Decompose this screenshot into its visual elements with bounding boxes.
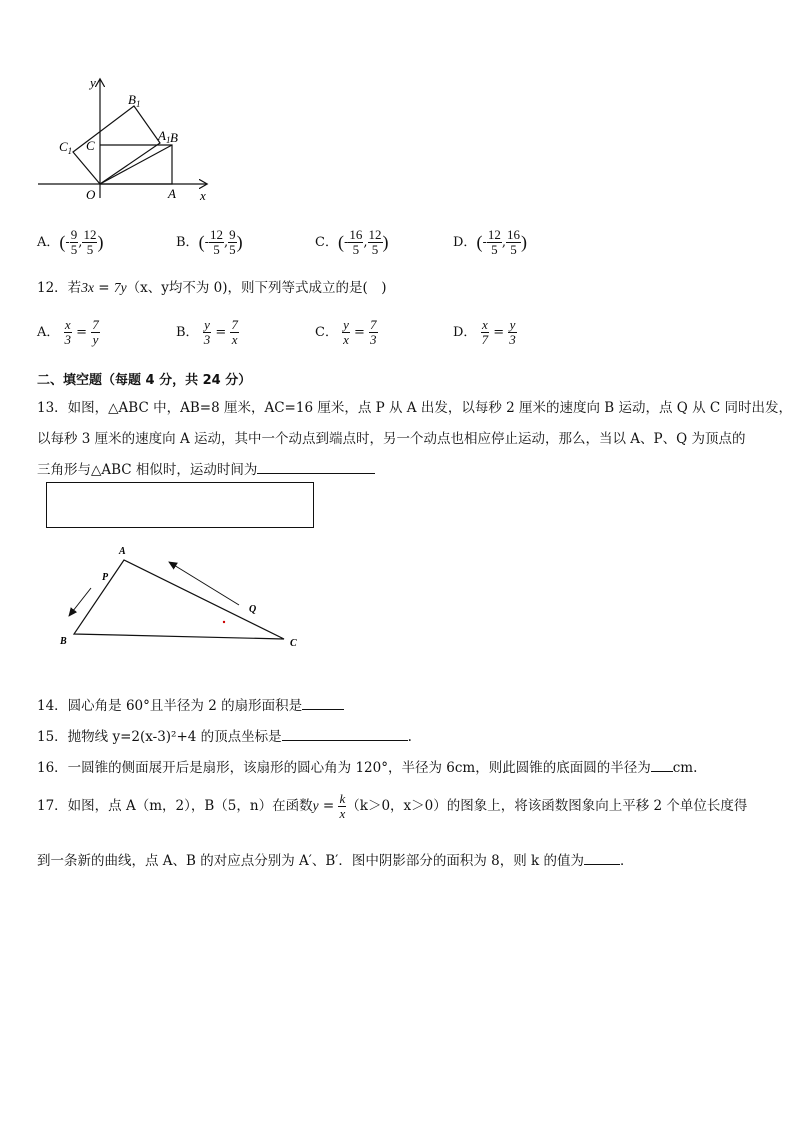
q11-option-d[interactable]: D．(- $\frac{12}{5}$ , $\frac{16}{5}$ ) [453,227,527,257]
q11-option-c[interactable]: C．(- $\frac{16}{5}$ , $\frac{12}{5}$ ) [315,227,389,257]
q12-option-c[interactable]: C． $\frac{y}{x}$ = $\frac{7}{3}$ [315,317,377,347]
arrow-p [69,588,91,616]
q12-option-d[interactable]: D． $\frac{x}{7}$ = $\frac{y}{3}$ [453,317,516,347]
triangle-figure [50,540,320,650]
label-c1: $C_1$ [59,139,73,156]
label-q: Q [249,604,257,615]
label-x: x [200,188,206,203]
arrow-q [169,562,239,605]
q13-line-1: 13．如图，△ABC 中，AB=8 厘米，AC=16 厘米，点 P 从 A 出发，以每秒 2 厘米的速度向 B 运动，点 Q 从 C 同时出发， [37,400,793,416]
label-c: C [86,138,95,153]
q17-line-1: 17．如图，点 A（m，2），B（5，n）在函数y = $\frac{k}{x}$ （k＞0，x＞0）的图象上，将该函数图象向上平移 2 个单位长度得 [37,791,748,821]
coordinate-figure [30,70,220,210]
label-p: P [102,572,109,583]
q15: 15．抛物线 y=2(x-3)²+4 的顶点坐标是 . [37,729,412,745]
q16: 16．一圆锥的侧面展开后是扇形，该扇形的圆心角为 120°，半径为 6cm，则此圆锥的底面圆的半径为 cm. [37,760,698,776]
point-q-mark [223,621,225,623]
q13-answer-box[interactable] [46,482,314,528]
q12-option-a[interactable]: A． $\frac{x}{3}$ = $\frac{7}{y}$ [37,317,99,347]
label-b: B [170,130,178,145]
label-c: C [290,638,297,649]
q12-stem: 12．若3x = 7y（x、y均不为 0)，则下列等式成立的是( ) [37,280,387,296]
q14: 14．圆心角是 60°且半径为 2 的扇形面积是 [37,694,344,714]
q16-answer-blank[interactable] [651,759,673,772]
q11-option-a[interactable]: A．(- $\frac{9}{5}$ , $\frac{12}{5}$ ) [37,227,104,257]
q15-answer-blank[interactable] [282,728,408,741]
q13-line-3: 三角形与△ABC 相似时，运动时间为 [37,458,375,478]
q13-line-2: 以每秒 3 厘米的速度向 A 运动，其中一个动点到端点时，另一个动点也相应停止运动，那么，当以 A、P、Q 为顶点的 [37,431,746,447]
q17-answer-blank[interactable] [584,852,620,865]
diagonal-ob [100,145,172,184]
label-b1: $B_1$ [128,92,141,109]
q13-answer-blank[interactable] [257,461,375,474]
label-a1: $A_1$ [158,128,171,145]
label-b: B [60,636,67,647]
label-a: A [168,186,176,201]
q12-option-b[interactable]: B． $\frac{y}{3}$ = $\frac{7}{x}$ [176,317,238,347]
q11-option-b[interactable]: B．(- $\frac{12}{5}$ , $\frac{9}{5}$ ) [176,227,243,257]
label-o: O [86,187,96,202]
q17-line-2: 到一条新的曲线，点 A、B 的对应点分别为 A′、B′．图中阴影部分的面积为 8，则 k 的值为 ． [37,853,634,869]
label-y: y [90,75,96,90]
q14-answer-blank[interactable] [302,697,344,710]
section-title: 二、填空题（每题 4 分，共 24 分） [37,373,252,388]
label-a: A [119,546,126,557]
